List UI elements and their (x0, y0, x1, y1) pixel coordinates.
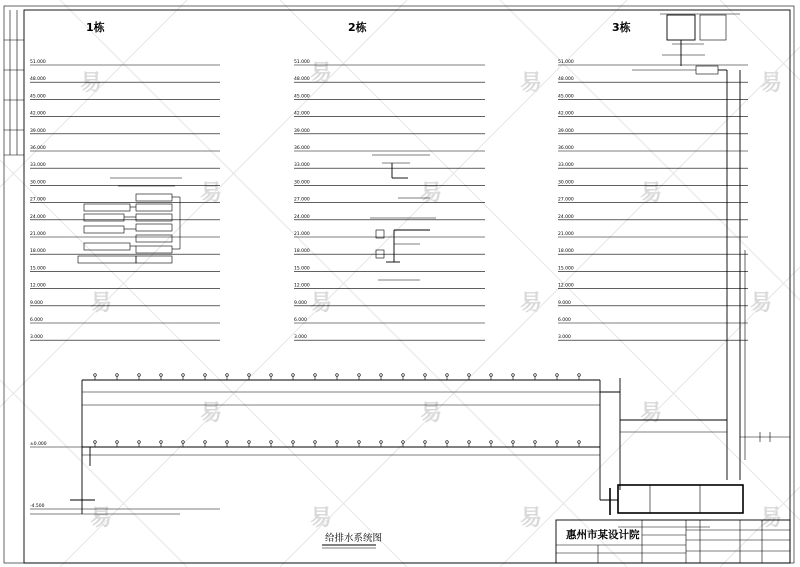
building-label-1: 1栋 (86, 21, 105, 34)
sprinkler-head (116, 441, 119, 444)
pipe-detail-building-2 (370, 155, 436, 280)
sprinkler-head (446, 374, 449, 377)
watermark-glyph: 易 (90, 506, 113, 531)
floor-elevation-label: 51.000 (30, 60, 46, 65)
floor-elevation-label: 48.000 (294, 77, 310, 83)
sprinkler-head (556, 441, 559, 444)
valve-schematic-building-1 (78, 178, 182, 263)
sprinkler-head (160, 374, 163, 377)
sprinkler-head (380, 374, 383, 377)
sprinkler-head (578, 374, 581, 377)
floor-elevation-label: 36.000 (30, 146, 46, 151)
sprinkler-head (248, 374, 251, 377)
floor-elevation-label: 51.000 (558, 60, 574, 65)
sprinkler-head (424, 441, 427, 444)
sprinkler-head (490, 441, 493, 444)
sprinkler-head (94, 374, 97, 377)
watermark-glyph: 易 (520, 71, 543, 96)
floor-elevation-label: 12.000 (30, 283, 46, 289)
drawing-title (322, 532, 382, 548)
sprinkler-head (358, 441, 361, 444)
sprinkler-head (358, 374, 361, 377)
floor-elevation-label: 15.000 (30, 266, 46, 272)
pump-room (600, 485, 743, 527)
watermark-glyph: 易 (520, 291, 543, 316)
sprinkler-head (490, 374, 493, 377)
floor-elevation-label: -4.500 (30, 504, 45, 509)
sprinkler-head (226, 441, 229, 444)
watermark-glyph: 易 (520, 506, 543, 531)
sprinkler-head (336, 441, 339, 444)
floor-elevation-label: 9.000 (558, 300, 571, 306)
floor-elevation-label: 36.000 (294, 146, 310, 151)
sprinkler-head (270, 441, 273, 444)
floor-elevation-label: 33.000 (294, 163, 310, 169)
floor-elevation-label: 3.000 (294, 335, 307, 341)
sprinkler-heads (94, 374, 581, 447)
watermark-glyph: 易 (420, 181, 443, 206)
watermark-glyph: 易 (640, 181, 663, 206)
floor-elevation-label: 6.000 (30, 318, 43, 323)
watermark-glyph: 易 (80, 71, 103, 96)
sprinkler-head (314, 441, 317, 444)
floor-elevation-label: 48.000 (30, 77, 46, 83)
sprinkler-head (336, 374, 339, 377)
watermark-glyph: 易 (420, 401, 443, 426)
sprinkler-head (446, 441, 449, 444)
watermark-glyph: 易 (760, 71, 783, 96)
floor-elevation-label: 45.000 (30, 94, 46, 100)
sprinkler-head (578, 441, 581, 444)
floor-elevation-label: 9.000 (294, 300, 307, 306)
floor-elevation-label: 6.000 (294, 318, 307, 323)
watermark-glyph: 易 (200, 401, 223, 426)
floor-elevation-label: 27.000 (30, 197, 46, 203)
building-label-3: 3栋 (612, 21, 631, 34)
floor-elevation-label: 42.000 (558, 111, 574, 117)
floor-elevation-label: 21.000 (294, 232, 310, 237)
left-margin-strip (4, 10, 24, 155)
sprinkler-head (248, 441, 251, 444)
floor-elevation-label: 36.000 (558, 146, 574, 151)
floor-elevation-label: 33.000 (558, 163, 574, 169)
sprinkler-head (512, 441, 515, 444)
floor-elevation-label: 24.000 (294, 214, 310, 220)
floor-elevation-label: 21.000 (30, 232, 46, 237)
sprinkler-head (380, 441, 383, 444)
sprinkler-head (138, 374, 141, 377)
sprinkler-head (204, 441, 207, 444)
floor-elevation-label: 3.000 (558, 335, 571, 341)
sprinkler-head (556, 374, 559, 377)
floor-elevation-label: 6.000 (558, 318, 571, 323)
title-block (556, 520, 790, 563)
watermark-glyph: 易 (750, 291, 773, 316)
sprinkler-head (138, 441, 141, 444)
floor-elevation-label: 15.000 (558, 266, 574, 272)
floor-elevation-label: 30.000 (558, 180, 574, 186)
floor-elevation-label: 21.000 (558, 232, 574, 237)
watermark-glyph: 易 (200, 181, 223, 206)
floor-elevation-label: 27.000 (294, 197, 310, 203)
floor-elevation-label: 33.000 (30, 163, 46, 169)
watermark-glyph: 易 (90, 291, 113, 316)
watermark-glyph: 易 (640, 401, 663, 426)
sprinkler-head (182, 374, 185, 377)
sprinkler-head (116, 374, 119, 377)
sprinkler-head (424, 374, 427, 377)
sprinkler-head (402, 374, 405, 377)
riser-pipes-building-3 (727, 70, 790, 480)
floor-elevation-label: 42.000 (30, 111, 46, 117)
watermark-diagonal (500, 0, 800, 567)
sprinkler-head (160, 441, 163, 444)
watermark-glyph: 易 (310, 61, 333, 86)
sprinkler-head (94, 441, 97, 444)
watermark-diagonal (500, 0, 800, 567)
watermark-glyph: 易 (310, 291, 333, 316)
watermark-glyph: 易 (310, 506, 333, 531)
floor-elevation-label: 9.000 (30, 300, 43, 306)
floor-elevation-label: ±0.000 (30, 442, 47, 447)
floor-elevation-label: 18.000 (558, 249, 574, 255)
floor-elevation-label: 48.000 (558, 77, 574, 83)
sprinkler-head (270, 374, 273, 377)
floor-elevation-label: 24.000 (558, 214, 574, 220)
floor-elevation-label: 15.000 (294, 266, 310, 272)
sprinkler-head (512, 374, 515, 377)
sprinkler-head (314, 374, 317, 377)
sprinkler-head (226, 374, 229, 377)
inner-border (24, 10, 790, 563)
drawing-title-text: 给排水系统图 (325, 533, 383, 544)
floor-elevation-label: 39.000 (294, 128, 310, 134)
sprinkler-head (534, 441, 537, 444)
distribution-mains (82, 378, 727, 500)
floor-elevation-label: 3.000 (30, 335, 43, 341)
sprinkler-head (402, 441, 405, 444)
sprinkler-head (468, 441, 471, 444)
floor-elevation-label: 12.000 (294, 283, 310, 289)
floor-elevation-label: 18.000 (294, 249, 310, 255)
floor-elevation-label: 42.000 (294, 111, 310, 117)
floor-elevation-label: 39.000 (558, 128, 574, 134)
sprinkler-head (292, 441, 295, 444)
floor-elevation-label: 51.000 (294, 60, 310, 65)
sprinkler-head (468, 374, 471, 377)
building-label-2: 2栋 (348, 21, 367, 34)
floor-elevation-label: 45.000 (294, 94, 310, 100)
floor-elevation-label: 30.000 (294, 180, 310, 186)
sprinkler-head (534, 374, 537, 377)
floor-elevation-label: 27.000 (558, 197, 574, 203)
floor-elevation-label: 45.000 (558, 94, 574, 100)
company-name: 惠州市某设计院 (566, 529, 640, 541)
sprinkler-head (204, 374, 207, 377)
floor-elevation-label: 24.000 (30, 214, 46, 220)
floor-elevation-label: 12.000 (558, 283, 574, 289)
watermark-glyph: 易 (760, 506, 783, 531)
floor-elevation-label: 39.000 (30, 128, 46, 134)
sprinkler-head (292, 374, 295, 377)
floor-elevation-label: 30.000 (30, 180, 46, 186)
floor-elevation-label: 18.000 (30, 249, 46, 255)
sprinkler-head (182, 441, 185, 444)
